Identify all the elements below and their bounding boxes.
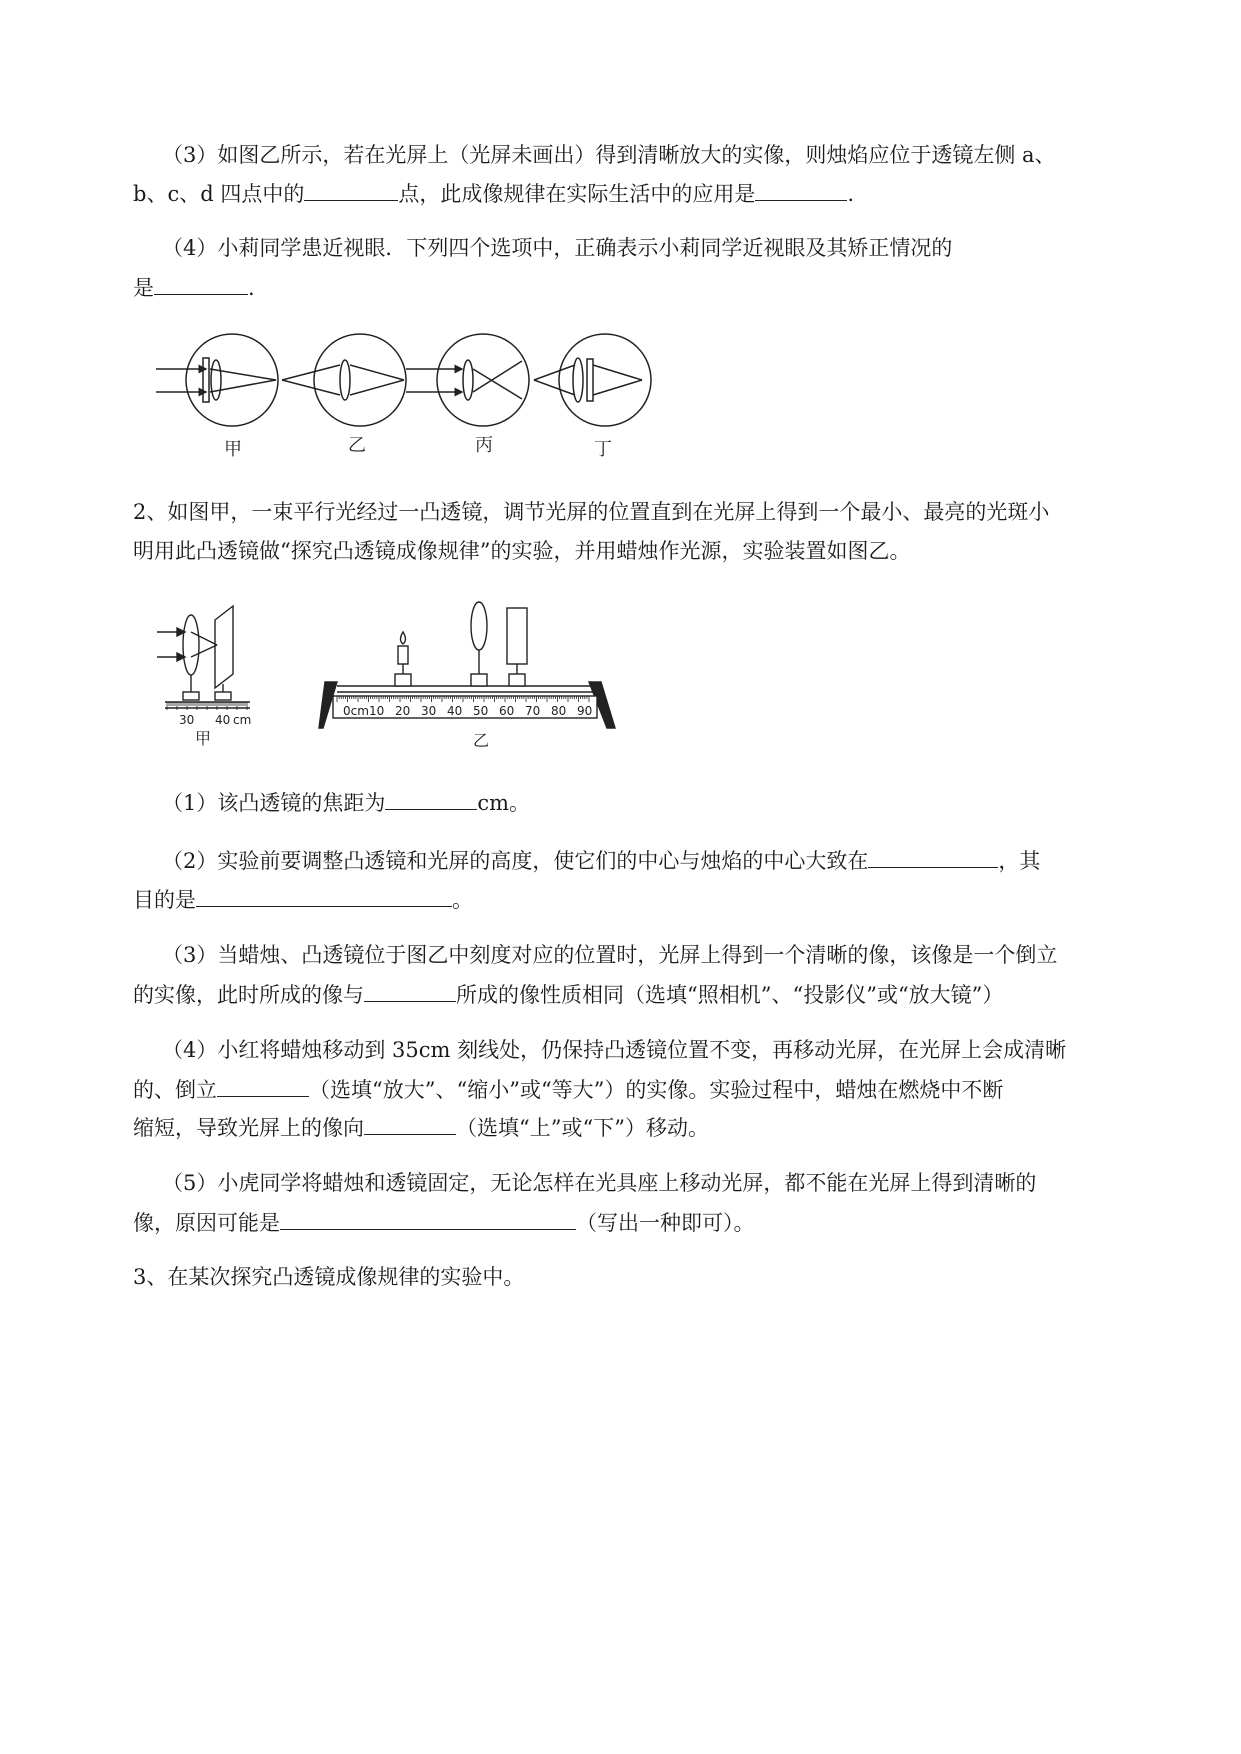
q2-p2-line2-text-a: 目的是 <box>133 888 196 912</box>
q1-p4-line2 <box>133 272 255 303</box>
q2-p2-line2-text-b: 。 <box>452 888 473 912</box>
left-ruler-ticks <box>167 702 247 710</box>
q2-p3-line2 <box>133 979 1003 1010</box>
ruler-label: 20 <box>395 704 411 718</box>
ruler-label: 50 <box>473 704 489 718</box>
focal-length-setup <box>157 606 250 708</box>
eye-diagrams-figure <box>150 335 720 465</box>
answer-blank[interactable] <box>364 1112 456 1135</box>
q2-p4-line3 <box>133 1112 709 1143</box>
q2-p5-line2-text-b: （写出一种即可）。 <box>576 1211 755 1235</box>
answer-blank[interactable] <box>304 178 398 201</box>
left-ruler-label-30: 30 <box>179 713 195 727</box>
ruler-label: 90 <box>577 704 593 718</box>
q2-intro-line1: 2、如图甲，一束平行光经过一凸透镜，调节光屏的位置直到在光屏上得到一个最小、最亮的光斑小 <box>133 500 1050 524</box>
ruler-label: 40 <box>447 704 463 718</box>
eye-diagram-bing <box>406 334 529 426</box>
fig-label-ding: 丁 <box>594 439 612 460</box>
q1-p3-line2-text-c: . <box>847 182 855 206</box>
q2-p5-line1: （5）小虎同学将蜡烛和透镜固定，无论怎样在光具座上移动光屏，都不能在光屏上得到清晰的 <box>162 1171 1037 1195</box>
fig-label-yi: 乙 <box>348 435 366 456</box>
q1-p3-line1: （3）如图乙所示，若在光屏上（光屏未画出）得到清晰放大的实像，则烛焰应位于透镜左侧 a、 <box>162 143 1056 167</box>
q2-p3-line1: （3）当蜡烛、凸透镜位于图乙中刻度对应的位置时，光屏上得到一个清晰的像，该像是一个倒立 <box>162 943 1058 967</box>
fig-label-left: 甲 <box>195 729 212 748</box>
q2-p4-line2-text-a: 的、倒立 <box>133 1078 217 1102</box>
q1-p4-line2-text-b: . <box>248 276 255 300</box>
answer-blank[interactable] <box>154 272 248 295</box>
q2-p2-line2 <box>133 884 473 915</box>
ruler-label: 30 <box>421 704 437 718</box>
optical-bench-figure <box>155 600 620 750</box>
q2-intro-line2: 明用此凸透镜做“探究凸透镜成像规律”的实验，并用蜡烛作光源，实验装置如图乙。 <box>133 539 911 563</box>
q2-p1 <box>162 787 530 818</box>
q3-intro: 3、在某次探究凸透镜成像规律的实验中。 <box>133 1265 525 1289</box>
eye-diagram-jia <box>156 334 278 426</box>
left-ruler-label-40: 40 <box>215 713 231 727</box>
q2-p1-text-a: （1）该凸透镜的焦距为 <box>162 791 386 815</box>
q2-p2-line1-text-a: （2）实验前要调整凸透镜和光屏的高度，使它们的中心与烛焰的中心大致在 <box>162 849 869 873</box>
eye-diagram-yi <box>282 334 406 426</box>
q1-p4-line1: （4）小莉同学患近视眼．下列四个选项中，正确表示小莉同学近视眼及其矫正情况的 <box>162 236 953 260</box>
q2-p4-line2-text-b: （选填“放大”、“缩小”或“等大”）的实像。实验过程中，蜡烛在燃烧中不断 <box>309 1078 1004 1102</box>
answer-blank[interactable] <box>280 1207 576 1230</box>
q2-p2-line1-text-b: ，其 <box>998 849 1041 873</box>
answer-blank[interactable] <box>364 979 456 1002</box>
ruler-label: 80 <box>551 704 567 718</box>
answer-blank[interactable] <box>196 884 452 907</box>
q2-p1-text-b: cm。 <box>477 791 531 815</box>
q2-p4-line1: （4）小红将蜡烛移动到 35cm 刻线处，仍保持凸透镜位置不变，再移动光屏，在光屏上会成清晰 <box>162 1038 1067 1062</box>
ruler-label: 70 <box>525 704 541 718</box>
q2-p4-line3-text-a: 缩短，导致光屏上的像向 <box>133 1116 364 1140</box>
answer-blank[interactable] <box>868 845 998 868</box>
answer-blank[interactable] <box>385 787 477 810</box>
q1-p4-line2-text-a: 是 <box>133 276 154 300</box>
q1-p3-line2-text-b: 点，此成像规律在实际生活中的应用是 <box>398 182 756 206</box>
q2-p3-line2-text-a: 的实像，此时所成的像与 <box>133 983 364 1007</box>
q1-p3-line2-text-a: b、c、d 四点中的 <box>133 182 305 206</box>
q2-p3-line2-text-b: 所成的像性质相同（选填“照相机”、“投影仪”或“放大镜”） <box>456 983 1004 1007</box>
q1-p3-line2 <box>133 178 854 209</box>
fig-label-bing: 丙 <box>475 435 493 456</box>
q2-p4-line2 <box>133 1074 1003 1105</box>
ruler-label: 60 <box>499 704 515 718</box>
eye-diagram-ding <box>534 334 651 426</box>
fig-label-right: 乙 <box>473 731 490 750</box>
q2-p5-line2-text-a: 像，原因可能是 <box>133 1211 280 1235</box>
ruler-label: 10 <box>369 704 385 718</box>
q2-p5-line2 <box>133 1207 755 1238</box>
fig-label-jia: 甲 <box>224 439 242 460</box>
left-ruler-label-cm: cm <box>233 713 252 727</box>
ruler-label: 0cm <box>343 704 369 718</box>
answer-blank[interactable] <box>755 178 847 201</box>
answer-blank[interactable] <box>217 1074 309 1097</box>
q2-p4-line3-text-b: （选填“上”或“下”）移动。 <box>456 1116 709 1140</box>
q2-p2-line1 <box>162 845 1040 876</box>
